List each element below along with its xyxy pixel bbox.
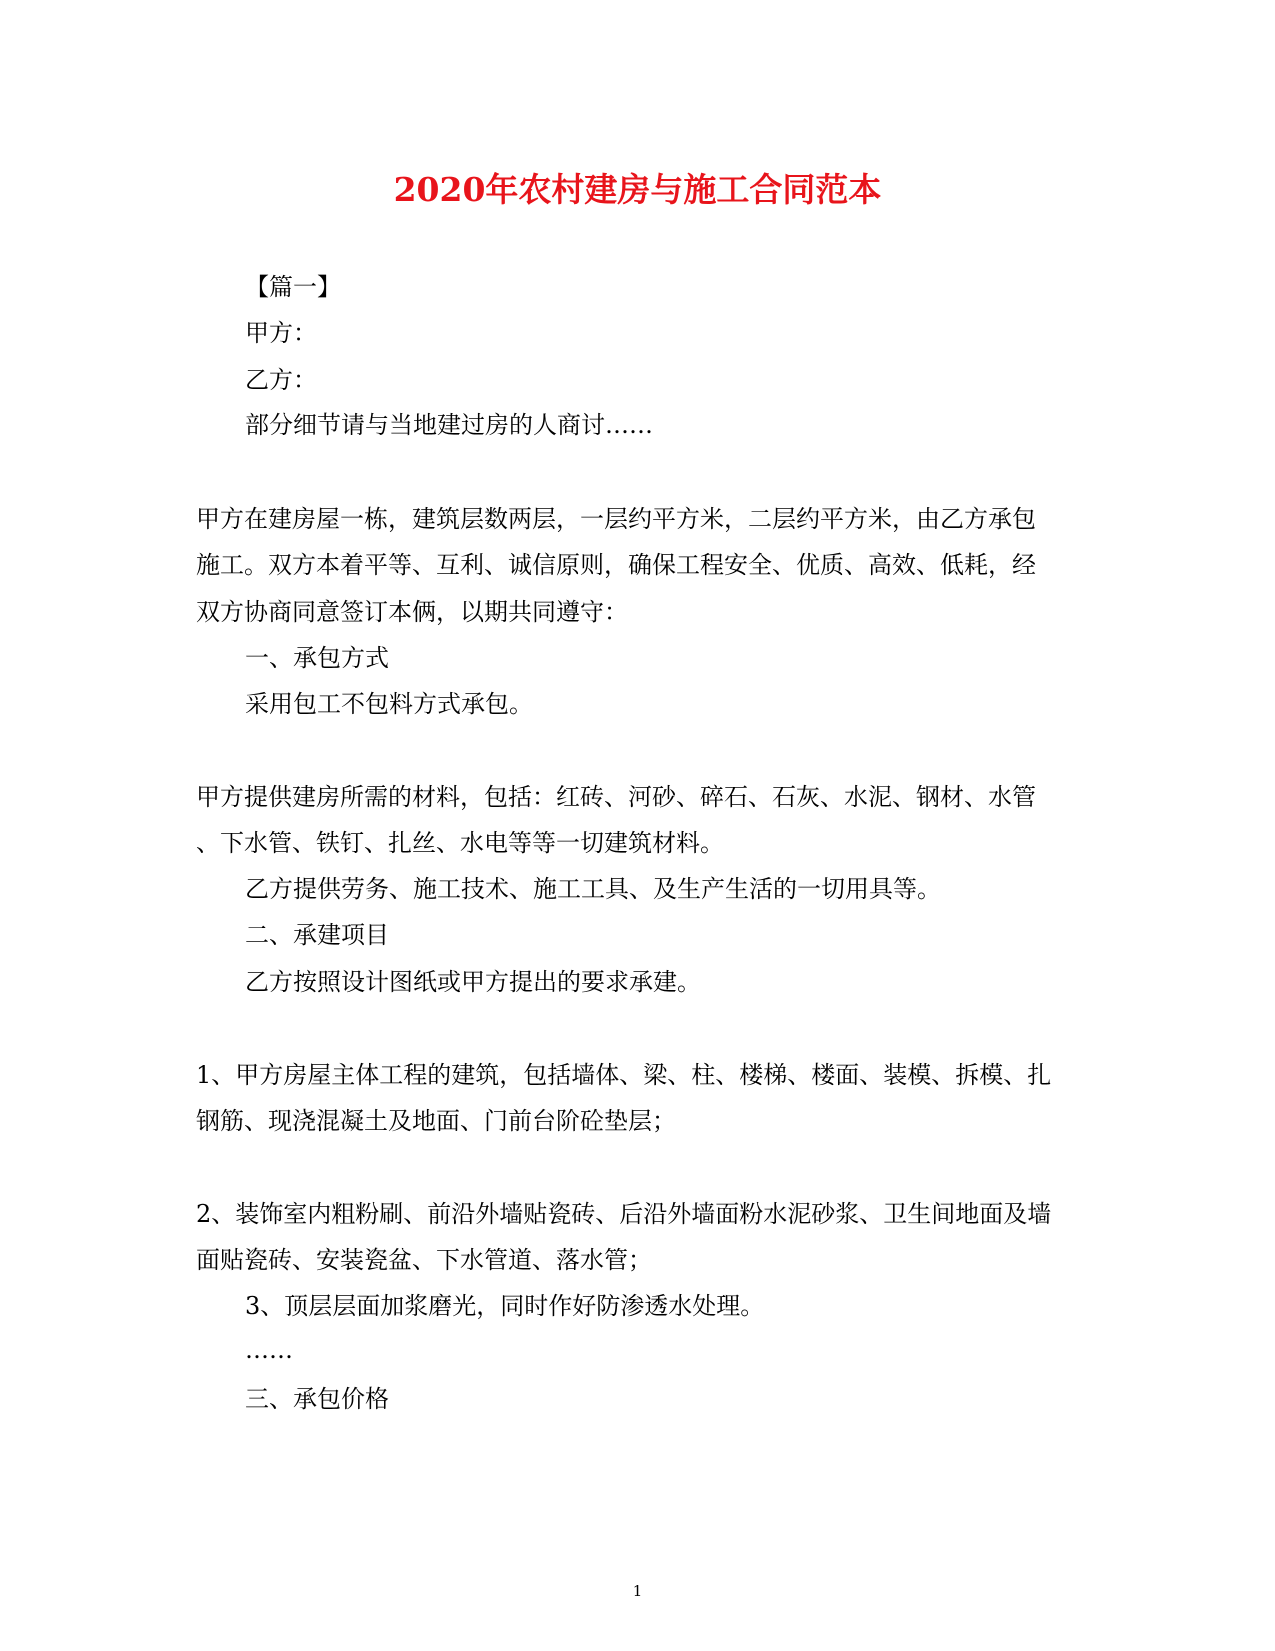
paragraph-line: 乙方按照设计图纸或甲方提出的要求承建。 [245,968,701,996]
paragraph-line: 、下水管、铁钉、扎丝、水电等等一切建筑材料。 [196,829,724,857]
paragraph-line: 乙方提供劳务、施工技术、施工工具、及生产生活的一切用具等。 [245,875,941,903]
party-a-line: 甲方： [245,319,317,347]
paragraph-line: 施工。双方本着平等、互利、诚信原则，确保工程安全、优质、高效、低耗，经 [196,551,1036,579]
paragraph-line: 甲方提供建房所需的材料，包括：红砖、河砂、碎石、石灰、水泥、钢材、水管 [196,783,1036,811]
section-heading-part-one: 【篇一】 [245,273,341,301]
party-b-line: 乙方： [245,366,317,394]
list-item-line: 1、甲方房屋主体工程的建筑，包括墙体、梁、柱、楼梯、楼面、装模、拆模、扎 [196,1061,1052,1089]
list-item-line: 面贴瓷砖、安装瓷盆、下水管道、落水管； [196,1246,652,1274]
section-heading-project-scope: 二、承建项目 [245,921,389,949]
section-heading-contract-price: 三、承包价格 [245,1385,389,1413]
list-item-line: 3、顶层层面加浆磨光，同时作好防渗透水处理。 [245,1292,765,1320]
section-heading-contract-method: 一、承包方式 [245,644,389,672]
list-item-line: 钢筋、现浇混凝土及地面、门前台阶砼垫层； [196,1107,676,1135]
note-line: 部分细节请与当地建过房的人商讨…… [245,411,653,439]
ellipsis-line: …… [245,1336,293,1364]
paragraph-line: 甲方在建房屋一栋，建筑层数两层，一层约平方米，二层约平方米，由乙方承包 [196,505,1036,533]
list-item-line: 2、装饰室内粗粉刷、前沿外墙贴瓷砖、后沿外墙面粉水泥砂浆、卫生间地面及墙 [196,1200,1052,1228]
document-title: 2020年农村建房与施工合同范本 [393,170,882,209]
paragraph-line: 双方协商同意签订本俩，以期共同遵守： [196,598,628,626]
paragraph-line: 采用包工不包料方式承包。 [245,690,533,718]
page-number: 1 [632,1582,643,1600]
